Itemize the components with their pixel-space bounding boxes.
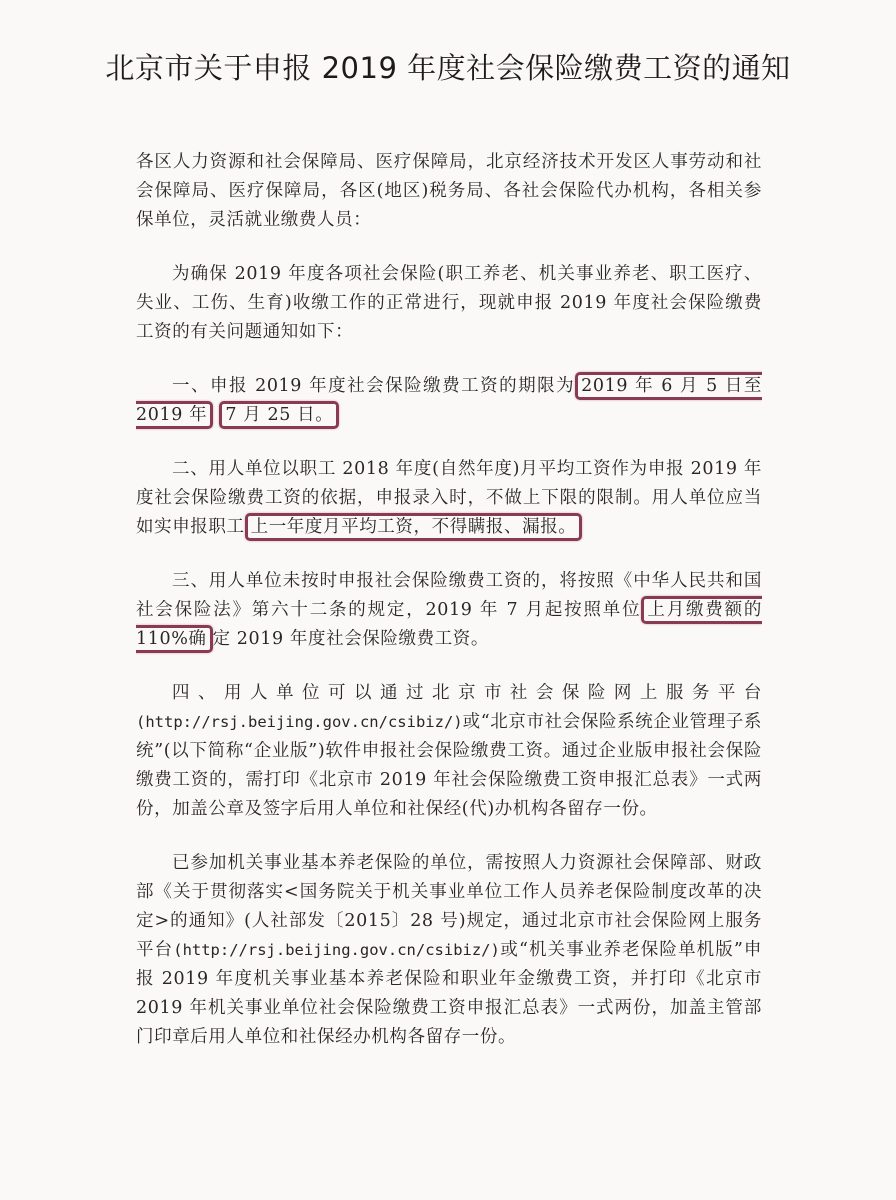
item-3-suffix: 定 2019 年度社会保险缴费工资。	[212, 629, 489, 649]
penalty-rate-highlight: 上月缴费额的 110%确	[136, 596, 762, 653]
item-1-paragraph	[136, 372, 762, 430]
item-5-text-2: 或“机关事业养老保险单机版”申报 2019 年度机关事业基本养老保险和职业年金缴费工资，并打印《北京市 2019 年机关事业单位社会保险缴费工资申报汇总表》一式两份，加盖主管部门印章后用人单位和社保经办机构各留存一份。	[136, 940, 762, 1047]
item-3-text: 三、用人单位未按时申报社会保险缴费工资的，将按照《中华人民共和国社会保险法》第六十二条的规定，2019 年 7 月起按照单位	[136, 571, 762, 620]
item-2-paragraph	[136, 455, 762, 542]
item-4-text: 四、用人单位可以通过北京市社会保险网上服务平台	[172, 683, 762, 703]
item-1-text: 一、申报 2019 年度社会保险缴费工资的期限为	[172, 376, 576, 396]
item-4-paragraph	[136, 679, 762, 824]
deadline-highlight-2: 7 月 25 日。	[219, 401, 339, 429]
service-platform-url-2: (http://rsj.beijing.gov.cn/csibiz/)	[173, 941, 500, 959]
deadline-highlight-1: 2019 年 6 月 5 日至 2019 年	[136, 372, 762, 429]
intro-paragraph: 为确保 2019 年度各项社会保险(职工养老、机关事业养老、职工医疗、失业、工伤、生育)收缴工作的正常进行，现就申报 2019 年度社会保险缴费工资的有关问题通知如下：	[136, 264, 762, 342]
document-body	[136, 148, 762, 1077]
salutation-paragraph: 各区人力资源和社会保障局、医疗保障局，北京经济技术开发区人事劳动和社会保障局、医疗保障局，各区(地区)税务局、各社会保险代办机构，各相关参保单位，灵活就业缴费人员：	[136, 152, 762, 230]
item-3-paragraph	[136, 567, 762, 654]
item-5-text: 已参加机关事业基本养老保险的单位，需按照人力资源社会保障部、财政部《关于贯彻落实<国务院关于机关事业单位工作人员养老保险制度改革的决定>的通知》(人社部发〔2015〕28 号)规定，通过北京市社会保险网上服务平台	[136, 853, 762, 960]
item-4-text-2: 或“北京市社会保险系统企业管理子系统”(以下简称“企业版”)软件申报社会保险缴费工资。通过企业版申报社会保险缴费工资的，需打印《北京市 2019 年社会保险缴费工资申报汇总表》一式两份，加盖公章及签字后用人单位和社保经(代)办机构各留存一份。	[136, 712, 762, 819]
document-title: 北京市关于申报 2019 年度社会保险缴费工资的通知	[105, 51, 791, 85]
salary-basis-highlight: 上一年度月平均工资，不得瞒报、漏报。	[245, 513, 583, 541]
service-platform-url: (http://rsj.beijing.gov.cn/csibiz/)	[136, 713, 463, 731]
item-5-paragraph	[136, 849, 762, 1052]
item-2-text: 二、用人单位以职工 2018 年度(自然年度)月平均工资作为申报 2019 年度社会保险缴费工资的依据，申报录入时，不做上下限的限制。用人单位应当如实申报职工	[136, 459, 762, 537]
